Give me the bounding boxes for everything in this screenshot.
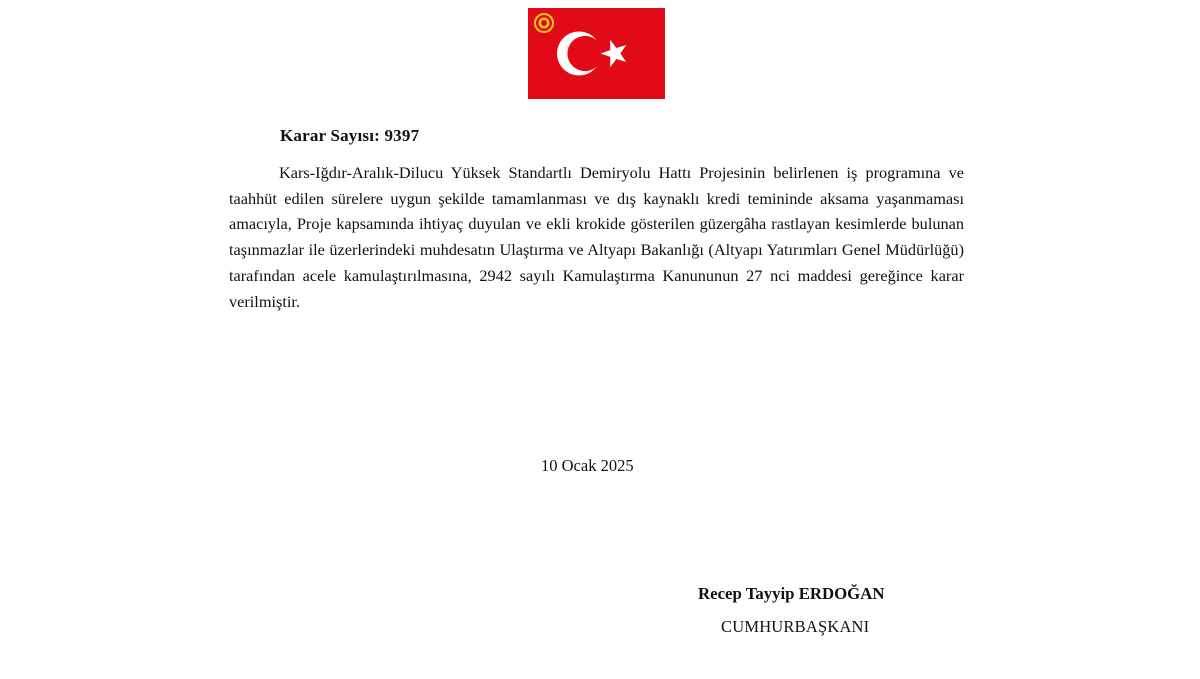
decision-number: Karar Sayısı: 9397 (280, 126, 420, 145)
decision-date: 10 Ocak 2025 (541, 456, 634, 475)
signer-title: CUMHURBAŞKANI (721, 617, 870, 636)
flag-graphic (528, 8, 665, 99)
turkish-flag-icon (528, 8, 665, 99)
signer-name: Recep Tayyip ERDOĞAN (698, 584, 885, 603)
decision-body: Kars-Iğdır-Aralık-Dilucu Yüksek Standartlı Demiryolu Hattı Projesinin belirlenen iş programına ve taahhüt edilen sürelere uygun şekilde tamamlanması ve dış kaynaklı kredi temininde aksama yaşanmaması amacıyla, Proje kapsamında ihtiyaç duyulan ve ekli krokide gösterilen güzergâha rastlayan kesimlerde bulunan taşınmazlar ile üzerlerindeki muhdesatın Ulaştırma ve Altyapı Bakanlığı (Altyapı Yatırımları Genel Müdürlüğü) tarafından acele kamulaştırılmasına, 2942 sayılı Kamulaştırma Kanununun 27 nci maddesi gereğince karar verilmiştir. (229, 163, 964, 311)
